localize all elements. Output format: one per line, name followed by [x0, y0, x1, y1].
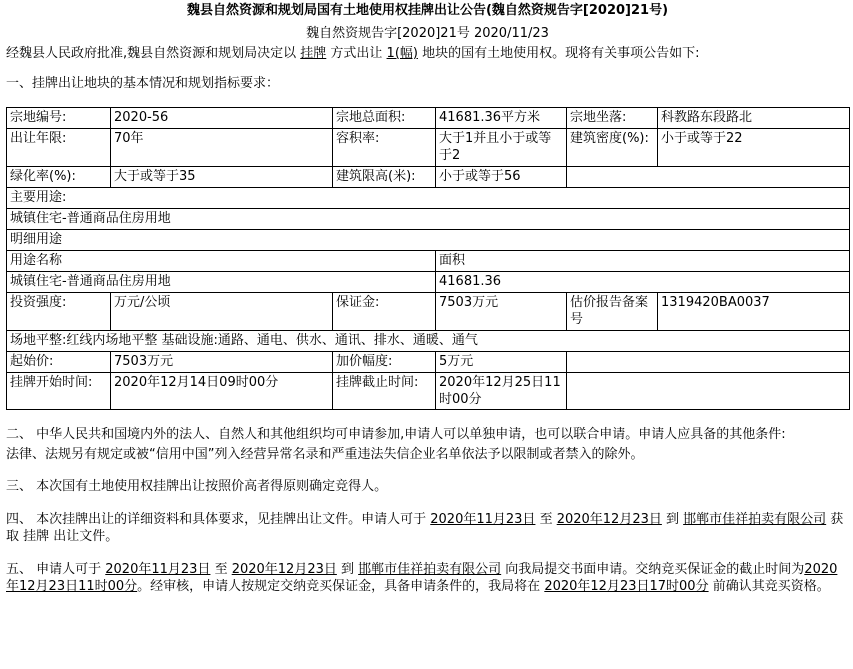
section-2: [6, 426, 849, 463]
building-density-label: 建筑密度(%):: [567, 129, 658, 167]
plot-ratio-label: 容积率:: [333, 129, 436, 167]
transfer-method: 挂牌: [300, 46, 327, 61]
page-title: 魏县自然资源和规划局国有土地使用权挂牌出让公告(魏自然资规告字[2020]21号): [186, 3, 669, 18]
table-row: [7, 188, 850, 209]
investment-intensity-value: 万元/公顷: [111, 293, 333, 331]
section-4-text-1: 四、 本次挂牌出让的详细资料和具体要求，见挂牌出让文件。申请人可于: [6, 511, 431, 527]
section-5-end-date: 2020年12月23日: [231, 561, 337, 577]
detail-area-value: 41681.36: [436, 272, 850, 293]
section-5-text-2: 至: [210, 561, 232, 577]
section-5-start-date: 2020年11月23日: [105, 561, 211, 577]
qualification-confirm-time: 2020年12月23日17时00分: [544, 579, 709, 595]
height-limit-value: 小于或等于56: [436, 167, 567, 188]
investment-intensity-label: 投资强度:: [7, 293, 111, 331]
section-4-text-2: 至: [535, 511, 557, 527]
detail-use-value: 城镇住宅-普通商品住房用地: [7, 272, 436, 293]
deposit-label: 保证金:: [333, 293, 436, 331]
section-2-line-1: 二、 中华人民共和国境内外的法人、自然人和其他组织均可申请参加,申请人可以单独申请，也可以联合申请。申请人应具备的其他条件:: [6, 427, 786, 442]
plot-ratio-value: 大于1并且小于或等于2: [436, 129, 567, 167]
main-use-value: 城镇住宅-普通商品住房用地: [7, 209, 850, 230]
bid-increment-value: 5万元: [436, 352, 567, 373]
starting-price-value: 7503万元: [111, 352, 333, 373]
section-5-text-3: 到: [336, 561, 359, 577]
starting-price-label: 起始价:: [7, 352, 111, 373]
height-limit-label: 建筑限高(米):: [333, 167, 436, 188]
total-area-value: 41681.36平方米: [436, 108, 567, 129]
detail-use-label: 明细用途: [7, 230, 850, 251]
green-ratio-value: 大于或等于35: [111, 167, 333, 188]
announcement-page: [0, 2, 853, 669]
location-label: 宗地坐落:: [567, 108, 658, 129]
use-name-header: 用途名称: [7, 251, 436, 272]
section-3: [6, 478, 849, 496]
total-area-label: 宗地总面积:: [333, 108, 436, 129]
table-row: [7, 352, 850, 373]
green-ratio-label: 绿化率(%):: [7, 167, 111, 188]
section-4-end-date: 2020年12月23日: [556, 511, 662, 527]
bid-increment-label: 加价幅度:: [333, 352, 436, 373]
intro-text-1: 经魏县人民政府批准,魏县自然资源和规划局决定以: [6, 46, 301, 61]
building-density-value: 小于或等于22: [658, 129, 850, 167]
section-5-text-5: 。经审核，申请人按规定交纳竞买保证金，具备申请条件的，我局将在: [137, 579, 545, 595]
section-5-text-1: 五、 申请人可于: [6, 561, 106, 577]
section-4: [6, 511, 849, 546]
section-4-text-4: 获取 挂牌 出让文件。: [6, 511, 844, 545]
deposit-deadline: 2020年12月23日11时00分: [6, 561, 838, 595]
section-5: [6, 561, 849, 596]
table-row: [7, 209, 850, 230]
intro-paragraph: [6, 45, 849, 65]
appraisal-record-value: 1319420BA0037: [658, 293, 850, 331]
parcel-info-table: [6, 107, 850, 410]
section-5-company: 邯郸市佳祥拍卖有限公司: [358, 561, 502, 577]
table-row: [7, 230, 850, 251]
appraisal-record-label: 估价报告备案号: [567, 293, 658, 331]
listing-end-value: 2020年12月25日11时00分: [436, 373, 567, 410]
section-3-text: 三、 本次国有土地使用权挂牌出让按照价高者得原则确定竞得人。: [6, 479, 388, 495]
parcel-id-label: 宗地编号:: [7, 108, 111, 129]
listing-start-value: 2020年12月14日09时00分: [111, 373, 333, 410]
deposit-value: 7503万元: [436, 293, 567, 331]
empty-cell: [567, 352, 850, 373]
empty-cell: [567, 167, 850, 188]
section-1-heading: 一、挂牌出让地块的基本情况和规划指标要求：: [6, 76, 280, 91]
listing-start-label: 挂牌开始时间:: [7, 373, 111, 410]
table-row: [7, 129, 850, 167]
section-5-text-4: 向我局提交书面申请。交纳竞买保证金的截止时间为: [501, 561, 805, 577]
term-value: 70年: [111, 129, 333, 167]
announcement-number-date: 魏自然资规告字[2020]21号 2020/11/23: [306, 26, 549, 41]
section-4-text-3: 到: [661, 511, 684, 527]
location-value: 科教路东段路北: [658, 108, 850, 129]
area-header: 面积: [436, 251, 850, 272]
table-row: [7, 293, 850, 331]
section-5-text-6: 前确认其竞买资格。: [708, 579, 830, 595]
table-row: [7, 272, 850, 293]
empty-cell: [567, 373, 850, 410]
table-row: [7, 167, 850, 188]
table-row: [7, 251, 850, 272]
intro-text-3: 地块的国有土地使用权。现将有关事项公告如下:: [417, 46, 700, 61]
table-row: [7, 373, 850, 410]
parcel-id-value: 2020-56: [111, 108, 333, 129]
main-use-label: 主要用途:: [7, 188, 850, 209]
term-label: 出让年限:: [7, 129, 111, 167]
site-conditions: 场地平整:红线内场地平整 基础设施:通路、通电、供水、通讯、排水、通暖、通气: [7, 331, 850, 352]
section-2-line-2: 法律、法规另有规定或被“信用中国”列入经营异常名录和严重违法失信企业名单依法予以限制或者禁入的除外。: [6, 446, 644, 462]
section-4-company: 邯郸市佳祥拍卖有限公司: [683, 511, 827, 527]
listing-end-label: 挂牌截止时间:: [333, 373, 436, 410]
table-row: [7, 108, 850, 129]
parcel-count: 1(幅): [386, 46, 418, 61]
intro-text-2: 方式出让: [326, 46, 387, 61]
section-4-start-date: 2020年11月23日: [430, 511, 536, 527]
table-row: [7, 331, 850, 352]
